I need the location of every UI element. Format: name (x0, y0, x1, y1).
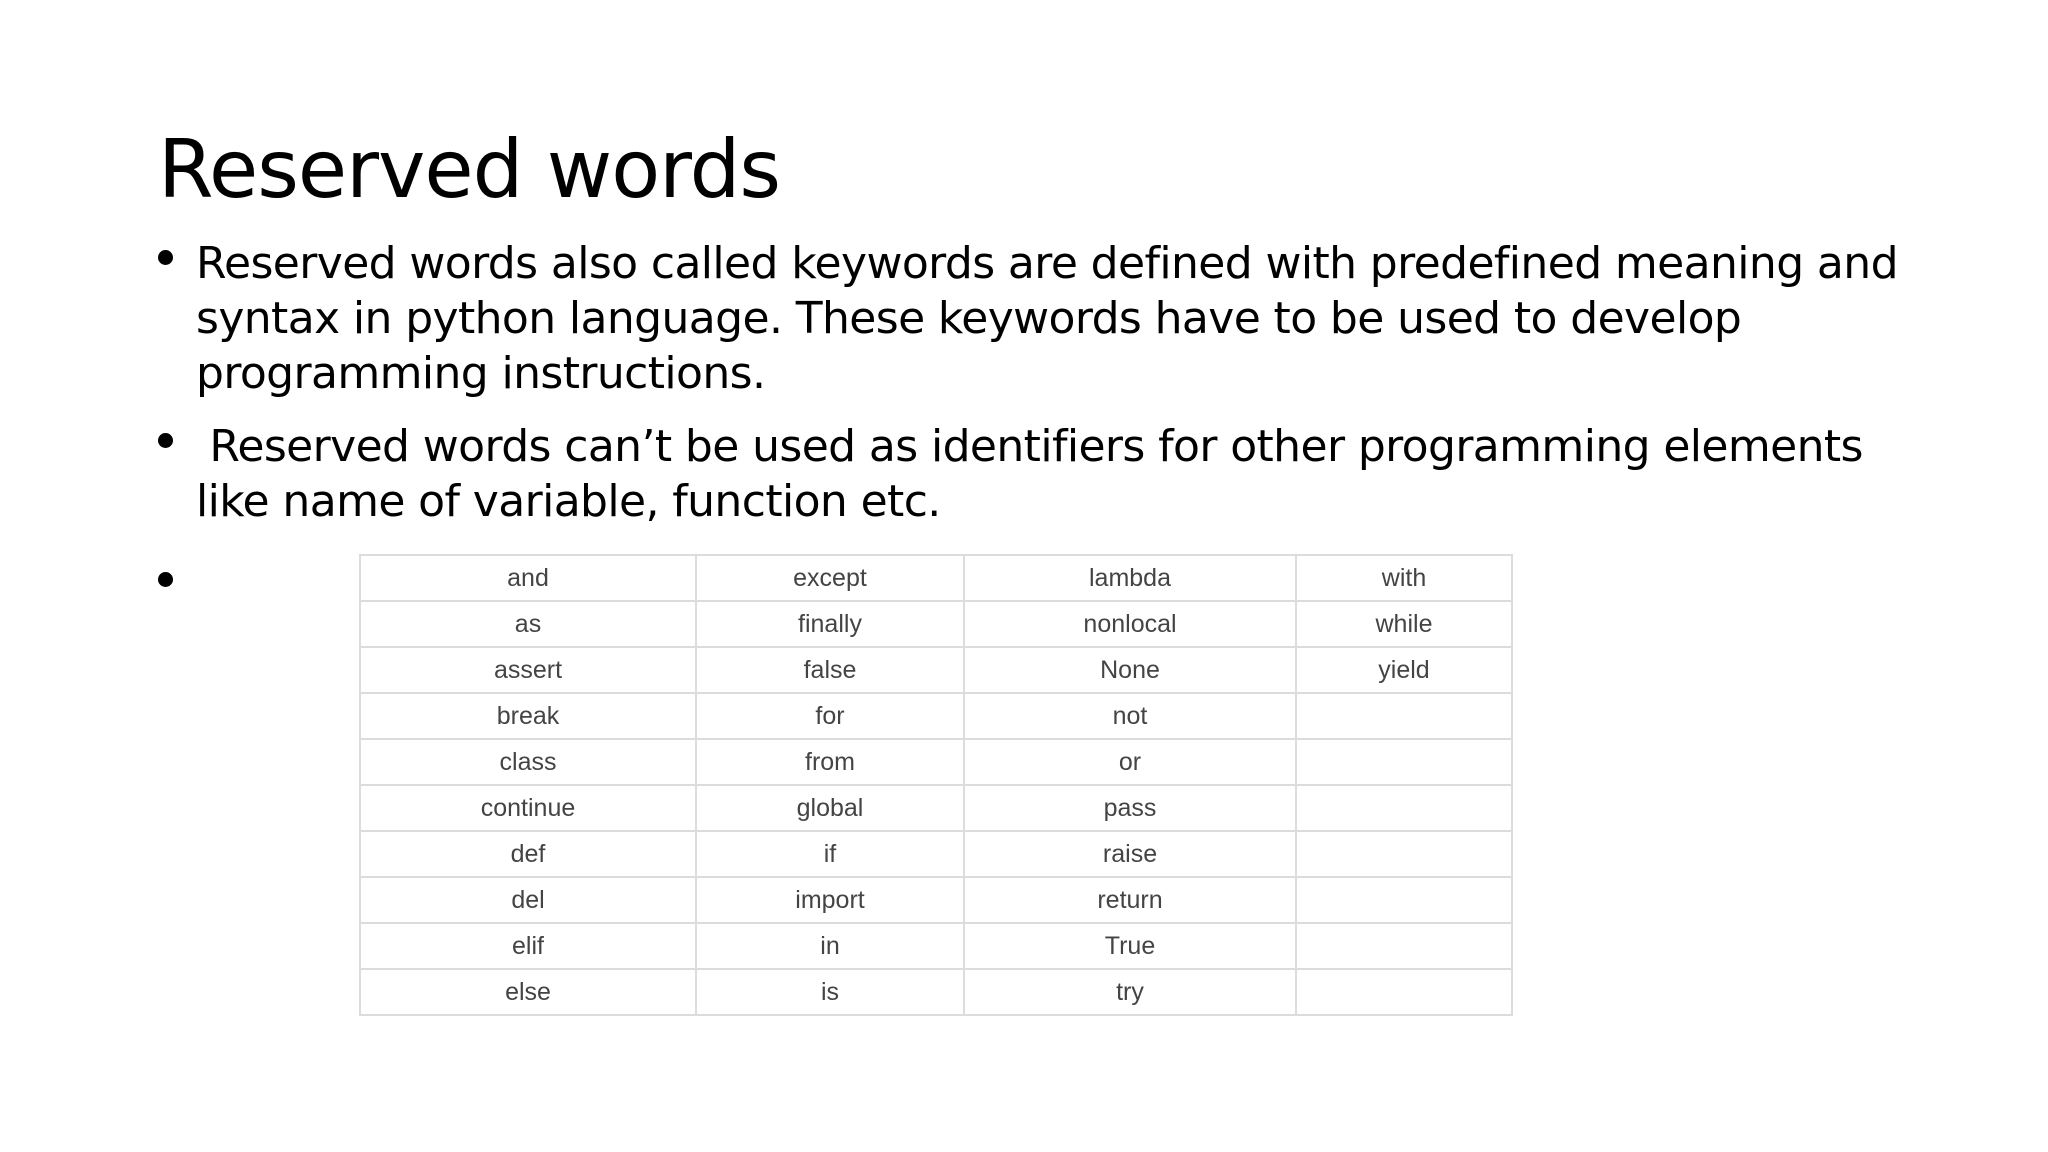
table-cell (1296, 969, 1512, 1015)
table-row (360, 555, 1512, 601)
table-cell: for (696, 693, 964, 739)
table-cell: finally (696, 601, 964, 647)
table-cell: None (964, 647, 1296, 693)
table-cell: lambda (964, 555, 1296, 601)
table-cell: else (360, 969, 696, 1015)
table-row (360, 601, 1512, 647)
table-cell: not (964, 693, 1296, 739)
table-row (360, 739, 1512, 785)
table-cell: in (696, 923, 964, 969)
table-cell: break (360, 693, 696, 739)
table-cell: is (696, 969, 964, 1015)
bullet-dot-icon (158, 433, 173, 448)
table-cell: from (696, 739, 964, 785)
table-cell (1296, 877, 1512, 923)
table-row (360, 877, 1512, 923)
table-cell (1296, 739, 1512, 785)
table-cell: except (696, 555, 964, 601)
table-row (360, 785, 1512, 831)
table-cell: with (1296, 555, 1512, 601)
table-row (360, 923, 1512, 969)
table-cell: nonlocal (964, 601, 1296, 647)
table-cell: class (360, 739, 696, 785)
table-cell: elif (360, 923, 696, 969)
table-cell (1296, 693, 1512, 739)
table-cell: continue (360, 785, 696, 831)
bullet-item-2 (158, 419, 1918, 529)
bullet-dot-icon (158, 250, 173, 265)
table-cell: return (964, 877, 1296, 923)
table-row (360, 969, 1512, 1015)
table-cell: as (360, 601, 696, 647)
table-cell: def (360, 831, 696, 877)
keywords-table (359, 554, 1513, 1016)
table-cell: and (360, 555, 696, 601)
bullet-text-2: Reserved words can’t be used as identifiers for other programming elements like name of variable, function etc. (196, 421, 1877, 527)
table-row (360, 693, 1512, 739)
table-cell: assert (360, 647, 696, 693)
table-cell: raise (964, 831, 1296, 877)
table-cell: import (696, 877, 964, 923)
table-cell: global (696, 785, 964, 831)
table-cell: or (964, 739, 1296, 785)
table-cell: pass (964, 785, 1296, 831)
bullet-dot-icon (158, 572, 173, 587)
table-cell: false (696, 647, 964, 693)
table-cell: try (964, 969, 1296, 1015)
table-cell (1296, 785, 1512, 831)
table-cell: if (696, 831, 964, 877)
table-cell: while (1296, 601, 1512, 647)
table-row (360, 647, 1512, 693)
bullet-text-1: Reserved words also called keywords are defined with predefined meaning and syntax in python language. These keywords have to be used to develop programming instructions. (196, 238, 1898, 399)
table-cell: yield (1296, 647, 1512, 693)
bullet-list (158, 236, 1918, 529)
table-cell: True (964, 923, 1296, 969)
table-cell (1296, 923, 1512, 969)
slide-title: Reserved words (158, 123, 781, 216)
table-cell (1296, 831, 1512, 877)
table-cell: del (360, 877, 696, 923)
bullet-item-1 (158, 236, 1918, 401)
table-row (360, 831, 1512, 877)
